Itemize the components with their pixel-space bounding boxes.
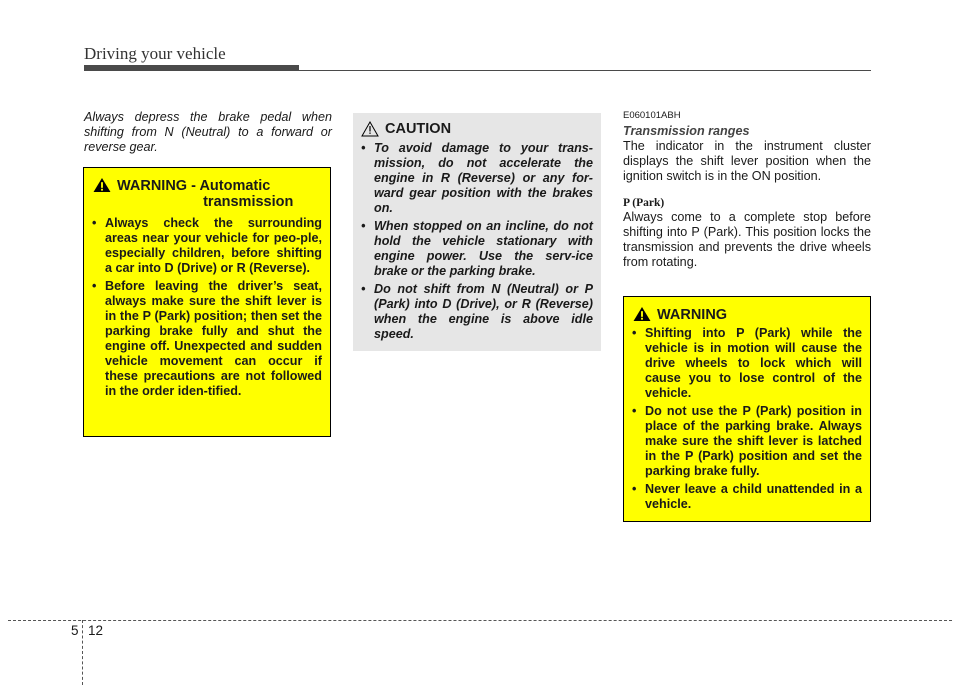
page-header-title: Driving your vehicle [84, 44, 226, 63]
chapter-number: 5 [71, 623, 79, 638]
list-item: • Do not shift from N (Neutral) or P (Park) into D (Drive), or R (Reverse) when the engine is above idle speed. [361, 282, 593, 342]
warning-subtitle-line2: transmission [203, 194, 294, 210]
warning-list [632, 326, 862, 512]
warning-triangle-icon [632, 306, 652, 322]
warning-dash: - [191, 178, 196, 194]
list-item: • Do not use the P (Park) position in place of the parking brake. Always make sure the shift lever is latched in the P (Park) position and set the parking brake fully. [632, 404, 862, 479]
header-bar [84, 65, 299, 71]
warning-heading [632, 307, 862, 323]
list-item: • To avoid damage to your trans-mission, do not accelerate the engine in R (Reverse) or any for-ward gear position with the brakes on. [361, 141, 593, 216]
list-item: • Before leaving the driver’s seat, always make sure the shift lever is in the P (Park) position; then set the parking brake fully and shut the engine off. Unexpected and sudden vehicle movement can occur if these precautions are not followed in the order iden-tified. [92, 279, 322, 399]
warning-heading [92, 178, 322, 210]
page-number: 12 [88, 623, 104, 638]
paragraph: Always come to a complete stop before shifting into P (Park). This position locks the transmission and prevents the drive wheels from rotating. [623, 210, 871, 269]
list-item: • When stopped on an incline, do not hold the vehicle stationary with engine power. Use the serv-ice brake or the parking brake. [361, 219, 593, 279]
section-code: E060101ABH [623, 110, 681, 121]
right-column [623, 110, 871, 270]
warning-label: WARNING [657, 307, 728, 323]
list-item: • Always check the surrounding areas near your vehicle for peo-ple, especially children, before shifting a car into D (Drive) or R (Reverse). [92, 216, 322, 276]
warning-automatic-transmission-box [83, 167, 331, 437]
section-subheading: Transmission ranges [623, 124, 750, 138]
warning-subtitle-line1: Automatic [199, 178, 271, 194]
park-heading: P (Park) [623, 197, 665, 209]
intro-paragraph: Always depress the brake pedal when shifting from N (Neutral) to a forward or reverse gear. [84, 110, 332, 154]
paragraph: The indicator in the instrument cluster displays the shift lever position when the ignition switch is in the ON position. [623, 139, 871, 183]
caution-list [361, 141, 593, 342]
list-item: • Never leave a child unattended in a vehicle. [632, 482, 862, 512]
list-item: • Shifting into P (Park) while the vehicle is in motion will cause the drive wheels to lock which will cause you to lose control of the vehicle. [632, 326, 862, 401]
caution-heading [361, 121, 593, 137]
header-rule [299, 70, 871, 71]
warning-subtitle [191, 178, 293, 210]
warning-list [92, 216, 322, 399]
warning-park-box [623, 296, 871, 522]
warning-triangle-icon [92, 177, 112, 193]
warning-label: WARNING [117, 178, 188, 194]
caution-box [353, 113, 601, 351]
caution-triangle-icon [361, 121, 379, 137]
footer-divider [8, 620, 952, 621]
footer-vertical-divider [82, 620, 83, 685]
caution-label: CAUTION [385, 121, 452, 137]
